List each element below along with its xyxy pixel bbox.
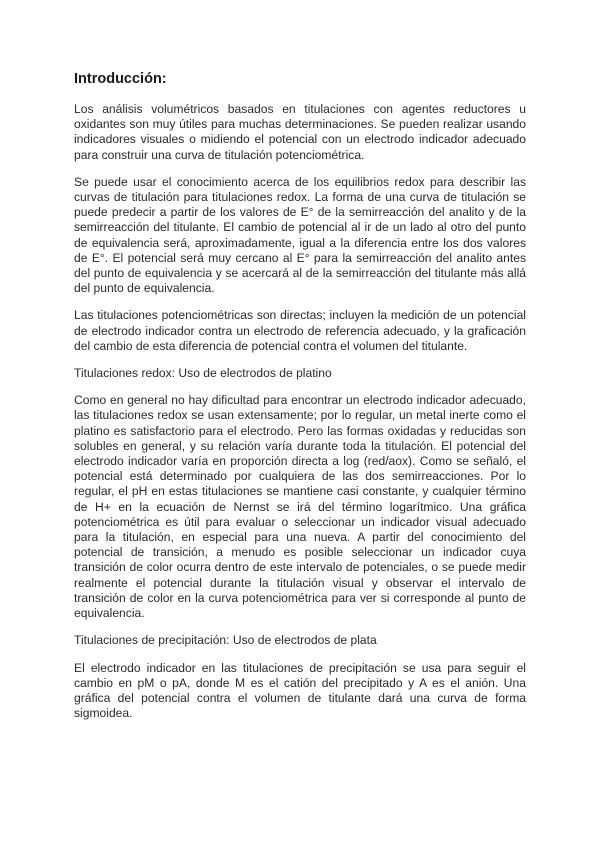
paragraph-platinum: Como en general no hay dificultad para encontrar un electrodo indicador adecuado, las titulaciones redox se usan extensamente; por lo regular, un metal inerte como el platino es satisfactorio para el electrodo. Pero las formas oxidadas y reducidas son solubles en general, y su relación varía durante toda la titulación. El potencial del electrodo indicador varía en proporción directa a log (red/aox). Como se señaló, el potencial está determinado por cualquiera de las dos semirreacciones. Por lo regular, el pH en estas titulaciones se mantiene casi constante, y cualquier término de H+ en la ecuación de Nernst se irá del término logarítmico. Una gráfica potenciométrica es útil para evaluar o seleccionar un indicador visual adecuado para la titulación, en especial para una nueva. A partir del conocimiento del potencial de transición, a menudo es posible seleccionar un indicador cuya transición de color ocurra dentro de este intervalo de potenciales, o se puede medir realmente el potencial durante la titulación visual y observar el intervalo de transición de color en la curva potenciométrica para ver si corresponde al punto de equivalencia. [74, 393, 526, 621]
paragraph-intro: Los análisis volumétricos basados en titulaciones con agentes reductores u oxidantes son muy útiles para muchas determinaciones. Se pueden realizar usando indicadores visuales o midiendo el potencial con un electrodo indicador adecuado para construir una curva de titulación potenciométrica. [74, 102, 526, 162]
paragraph-redox-curves: Se puede usar el conocimiento acerca de los equilibrios redox para describir las curvas de titulación para titulaciones redox. La forma de una curva de titulación se puede predecir a partir de los valores de E° de la semirreacción del analito y de la semirreacción del titulante. El cambio de potencial al ir de un lado al otro del punto de equivalencia será, aproximadamente, igual a la diferencia entre los dos valores de E°. El potencial será muy cercano al E° para la semirreacción del analito antes del punto de equivalencia y se acercará al de la semirreacción del titulante más allá del punto de equivalencia. [74, 174, 526, 296]
paragraph-potentiometric: Las titulaciones potenciométricas son directas; incluyen la medición de un potencial de electrodo indicador contra un electrodo de referencia adecuado, y la graficación del cambio de esta diferencia de potencial contra el volumen del titulante. [74, 308, 526, 353]
subheading-platinum: Titulaciones redox: Uso de electrodos de platino [74, 366, 332, 381]
paragraph-silver: El electrodo indicador en las titulaciones de precipitación se usa para seguir el cambio en pM o pA, donde M es el catión del precipitado y A es el anión. Una gráfica del potencial contra el volumen de titulante dará una curva de forma sigmoidea. [74, 660, 526, 721]
subheading-silver: Titulaciones de precipitación: Uso de electrodos de plata [74, 633, 377, 648]
document-page [74, 70, 526, 733]
section-title: Introducción: [74, 71, 167, 87]
